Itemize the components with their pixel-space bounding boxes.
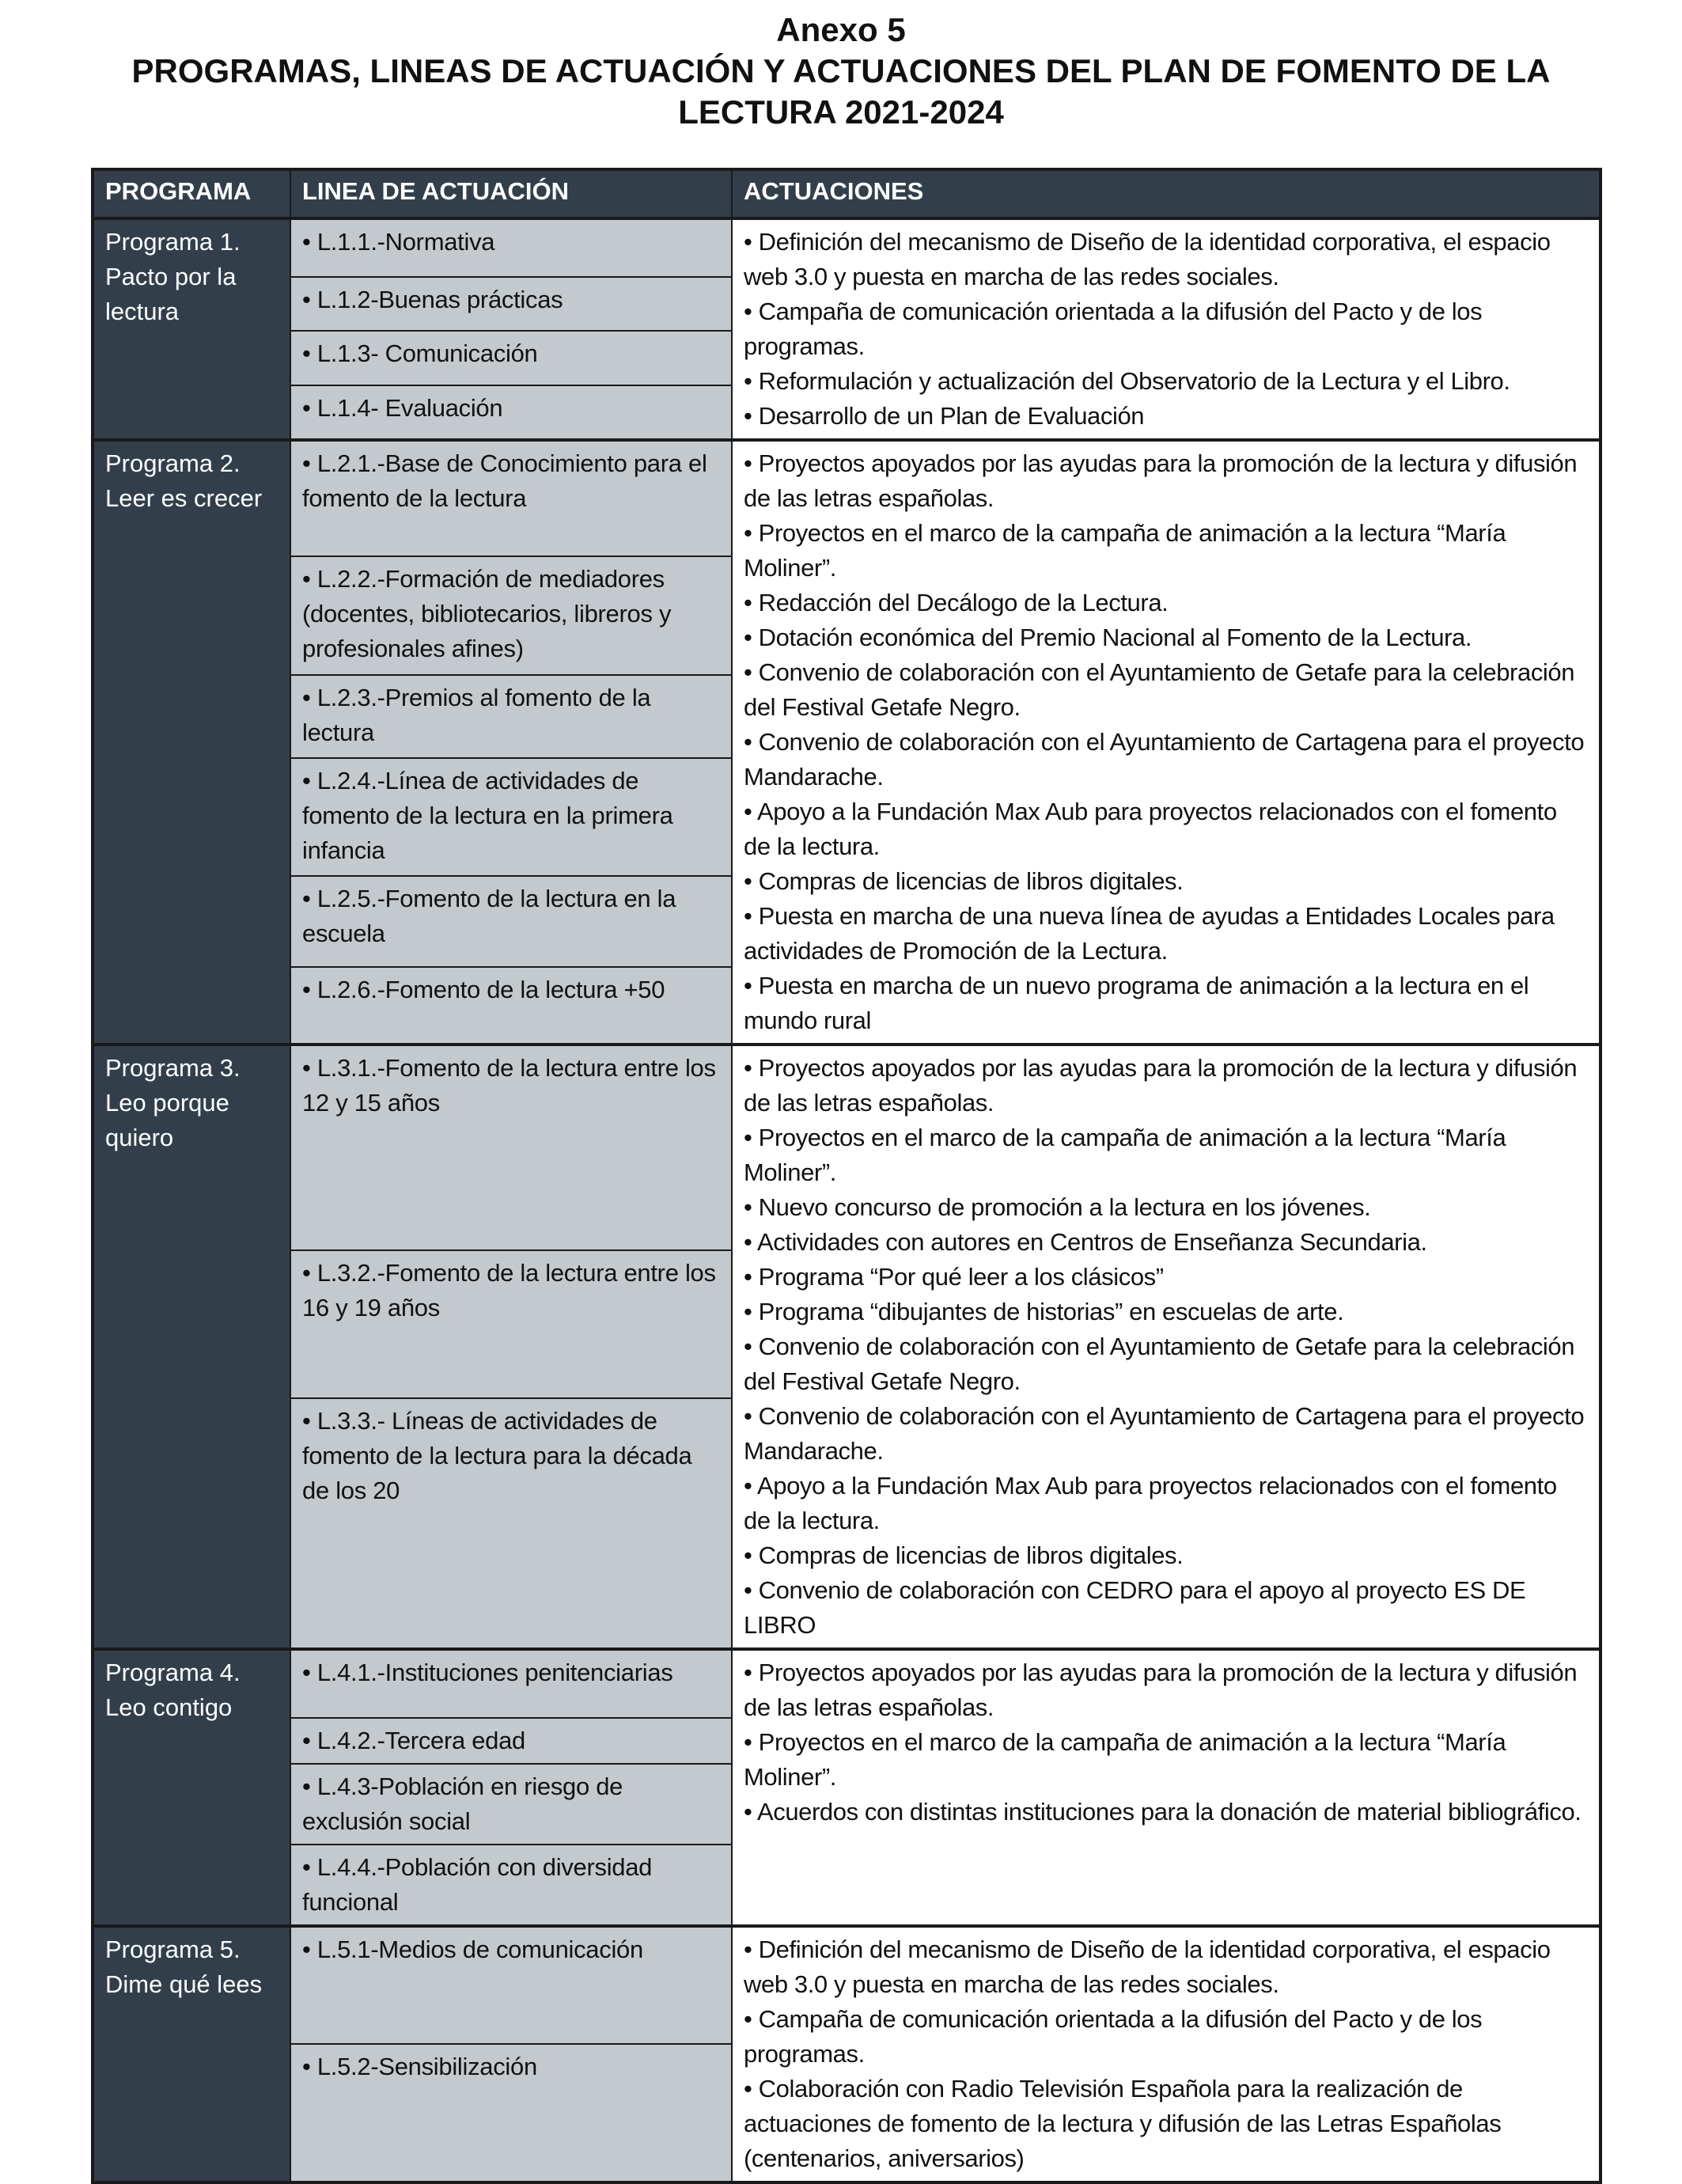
line-4-4: • L.4.4.-Población con diversidad funcional	[290, 1845, 732, 1926]
line-1-1: • L.1.1.-Normativa	[290, 218, 732, 277]
line-3-2: • L.3.2.-Fomento de la lectura entre los 16 y 19 años	[290, 1250, 732, 1399]
action-item: • Convenio de colaboración con CEDRO para el apoyo al proyecto ES DE LIBRO	[744, 1576, 1526, 1639]
table-row	[93, 218, 1601, 277]
action-item: • Apoyo a la Fundación Max Aub para proyectos relacionados con el fomento de la lectura.	[744, 798, 1557, 860]
line-2-1: • L.2.1.-Base de Conocimiento para el fomento de la lectura	[290, 440, 732, 556]
program-5-name: Programa 5. Dime qué lees	[93, 1926, 290, 2182]
action-item: • Convenio de colaboración con el Ayuntamiento de Getafe para la celebración del Festival Getafe Negro.	[744, 658, 1575, 721]
line-3-3: • L.3.3.- Líneas de actividades de fomento de la lectura para la década de los 20	[290, 1398, 732, 1649]
action-item: • Actividades con autores en Centros de Enseñanza Secundaria.	[744, 1228, 1427, 1256]
line-4-2: • L.4.2.-Tercera edad	[290, 1718, 732, 1764]
header-programa: PROGRAMA	[93, 169, 290, 218]
table-row	[93, 1926, 1601, 2044]
annex-label: Anexo 5	[776, 11, 906, 48]
action-item: • Programa “Por qué leer a los clásicos”	[744, 1263, 1164, 1291]
document-title-line-1: PROGRAMAS, LINEAS DE ACTUACIÓN Y ACTUACIONES DEL PLAN DE FOMENTO DE LA	[131, 52, 1551, 89]
line-1-3: • L.1.3- Comunicación	[290, 331, 732, 385]
program-1-actions	[732, 218, 1601, 440]
program-4-name: Programa 4. Leo contigo	[93, 1649, 290, 1926]
line-1-2: • L.1.2-Buenas prácticas	[290, 277, 732, 331]
action-item: • Compras de licencias de libros digitales.	[744, 1541, 1184, 1569]
line-4-3: • L.4.3-Población en riesgo de exclusión social	[290, 1764, 732, 1845]
action-item: • Redacción del Decálogo de la Lectura.	[744, 589, 1169, 616]
action-item: • Proyectos apoyados por las ayudas para la promoción de la lectura y difusión de las letras españolas.	[744, 449, 1578, 512]
action-item: • Apoyo a la Fundación Max Aub para proyectos relacionados con el fomento de la lectura.	[744, 1472, 1557, 1534]
line-1-4: • L.1.4- Evaluación	[290, 385, 732, 440]
table-row	[93, 1649, 1601, 1718]
action-item: • Convenio de colaboración con el Ayuntamiento de Cartagena para el proyecto Mandarache.	[744, 1402, 1585, 1465]
program-1-name: Programa 1. Pacto por la lectura	[93, 218, 290, 440]
header-actuaciones: ACTUACIONES	[732, 169, 1601, 218]
action-item: • Convenio de colaboración con el Ayuntamiento de Cartagena para el proyecto Mandarache.	[744, 728, 1585, 791]
action-item: • Dotación económica del Premio Nacional al Fomento de la Lectura.	[744, 624, 1472, 651]
table-header-row	[93, 169, 1601, 218]
action-item: • Colaboración con Radio Televisión Española para la realización de actuaciones de fomento de la lectura y difusión de las Letras Españolas (centenarios, aniversarios)	[744, 2075, 1502, 2172]
action-item: • Convenio de colaboración con el Ayuntamiento de Getafe para la celebración del Festival Getafe Negro.	[744, 1333, 1575, 1395]
line-5-1: • L.5.1-Medios de comunicación	[290, 1926, 732, 2044]
action-item: • Nuevo concurso de promoción a la lectura en los jóvenes.	[744, 1193, 1371, 1221]
line-2-3: • L.2.3.-Premios al fomento de la lectura	[290, 675, 732, 758]
action-item: • Proyectos en el marco de la campaña de animación a la lectura “María Moliner”.	[744, 519, 1506, 582]
action-item: • Programa “dibujantes de historias” en escuelas de arte.	[744, 1298, 1344, 1325]
table-row	[93, 440, 1601, 556]
line-2-5: • L.2.5.-Fomento de la lectura en la escuela	[290, 876, 732, 967]
line-3-1: • L.3.1.-Fomento de la lectura entre los 12 y 15 años	[290, 1045, 732, 1250]
program-2-name: Programa 2. Leer es crecer	[93, 440, 290, 1045]
action-item: • Puesta en marcha de una nueva línea de ayudas a Entidades Locales para actividades de Promoción de la Lectura.	[744, 902, 1555, 965]
table-row	[93, 1045, 1601, 1250]
program-3-name: Programa 3. Leo porque quiero	[93, 1045, 290, 1649]
action-item: • Definición del mecanismo de Diseño de la identidad corporativa, el espacio web 3.0 y puesta en marcha de las redes sociales.	[744, 1936, 1551, 1998]
document-title-line-2: LECTURA 2021-2024	[678, 93, 1004, 131]
program-2-actions	[732, 440, 1601, 1045]
line-2-2: • L.2.2.-Formación de mediadores (docentes, bibliotecarios, libreros y profesionales afines)	[290, 556, 732, 675]
action-item: • Proyectos apoyados por las ayudas para la promoción de la lectura y difusión de las letras españolas.	[744, 1054, 1578, 1117]
program-4-actions	[732, 1649, 1601, 1926]
line-5-2: • L.5.2-Sensibilización	[290, 2044, 732, 2182]
action-item: • Proyectos en el marco de la campaña de animación a la lectura “María Moliner”.	[744, 1728, 1506, 1791]
action-item: • Definición del mecanismo de Diseño de la identidad corporativa, el espacio web 3.0 y puesta en marcha de las redes sociales.	[744, 228, 1551, 290]
header-linea-actuacion: LINEA DE ACTUACIÓN	[290, 169, 732, 218]
action-item: • Compras de licencias de libros digitales.	[744, 867, 1184, 895]
action-item: • Reformulación y actualización del Observatorio de la Lectura y el Libro.	[744, 367, 1510, 395]
line-2-6: • L.2.6.-Fomento de la lectura +50	[290, 967, 732, 1045]
action-item: • Campaña de comunicación orientada a la difusión del Pacto y de los programas.	[744, 298, 1483, 360]
line-2-4: • L.2.4.-Línea de actividades de fomento de la lectura en la primera infancia	[290, 758, 732, 877]
program-3-actions	[732, 1045, 1601, 1649]
action-item: • Proyectos apoyados por las ayudas para la promoción de la lectura y difusión de las letras españolas.	[744, 1659, 1578, 1721]
action-item: • Proyectos en el marco de la campaña de animación a la lectura “María Moliner”.	[744, 1124, 1506, 1186]
program-5-actions	[732, 1926, 1601, 2182]
action-item: • Desarrollo de un Plan de Evaluación	[744, 402, 1145, 430]
action-item: • Campaña de comunicación orientada a la difusión del Pacto y de los programas.	[744, 2005, 1483, 2068]
programs-table	[91, 168, 1602, 2184]
line-4-1: • L.4.1.-Instituciones penitenciarias	[290, 1649, 732, 1718]
action-item: • Acuerdos con distintas instituciones para la donación de material bibliográfico.	[744, 1798, 1582, 1826]
action-item: • Puesta en marcha de un nuevo programa de animación a la lectura en el mundo rural	[744, 972, 1529, 1034]
